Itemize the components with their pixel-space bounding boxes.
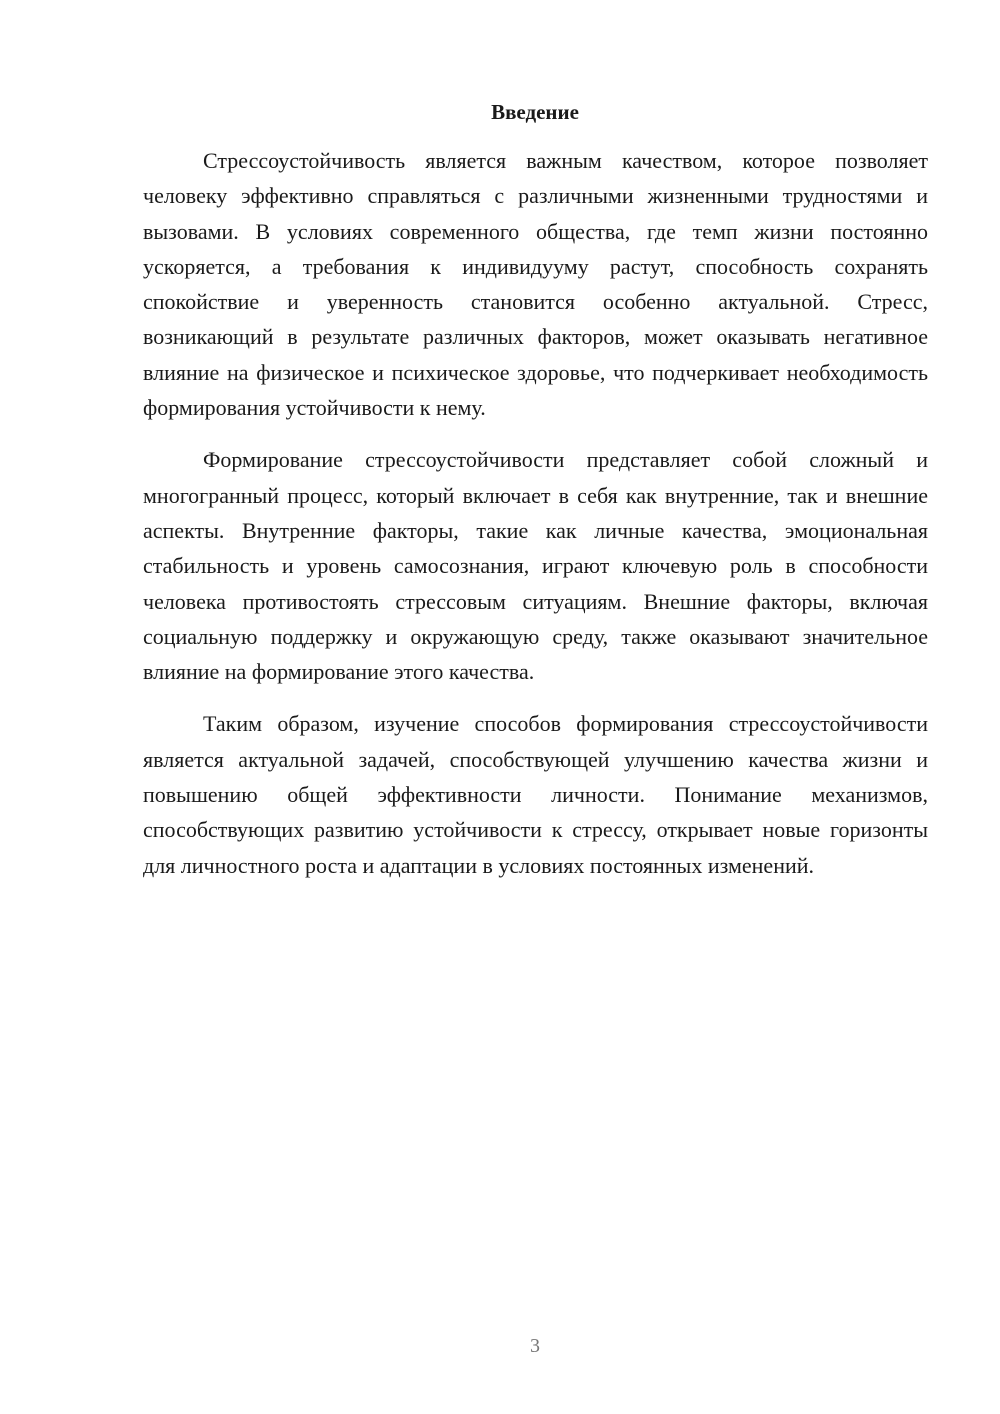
section-title: Введение [491, 100, 579, 124]
paragraph-2: Формирование стрессоустойчивости представляет собой сложный и многогранный процесс, который включает в себя как внутренние, так и внешние аспекты. Внутренние факторы, такие как личные качества, эмоциональная стабильность и уровень самосознания, играют ключевую роль в способности человека противостоять стрессовым ситуациям. Внешние факторы, включая социальную поддержку и окружающую среду, также оказывают значительное влияние на формирование этого качества. [143, 447, 928, 685]
page-number: 3 [530, 1335, 540, 1357]
paragraph-3: Таким образом, изучение способов формирования стрессоустойчивости является актуальной задачей, способствующей улучшению качества жизни и повышению общей эффективности личности. Понимание механизмов, способствующих развитию устойчивости к стрессу, открывает новые горизонты для личностного роста и адаптации в условиях постоянных изменений. [143, 711, 928, 878]
paragraph-1: Стрессоустойчивость является важным качеством, которое позволяет человеку эффективно справляться с различными жизненными трудностями и вызовами. В условиях современного общества, где темп жизни постоянно ускоряется, а требования к индивидууму растут, способность сохранять спокойствие и уверенность становится особенно актуальной. Стресс, возникающий в результате различных факторов, может оказывать негативное влияние на физическое и психическое здоровье, что подчеркивает необходимость формирования устойчивости к нему. [143, 148, 928, 421]
body-text [143, 143, 928, 900]
